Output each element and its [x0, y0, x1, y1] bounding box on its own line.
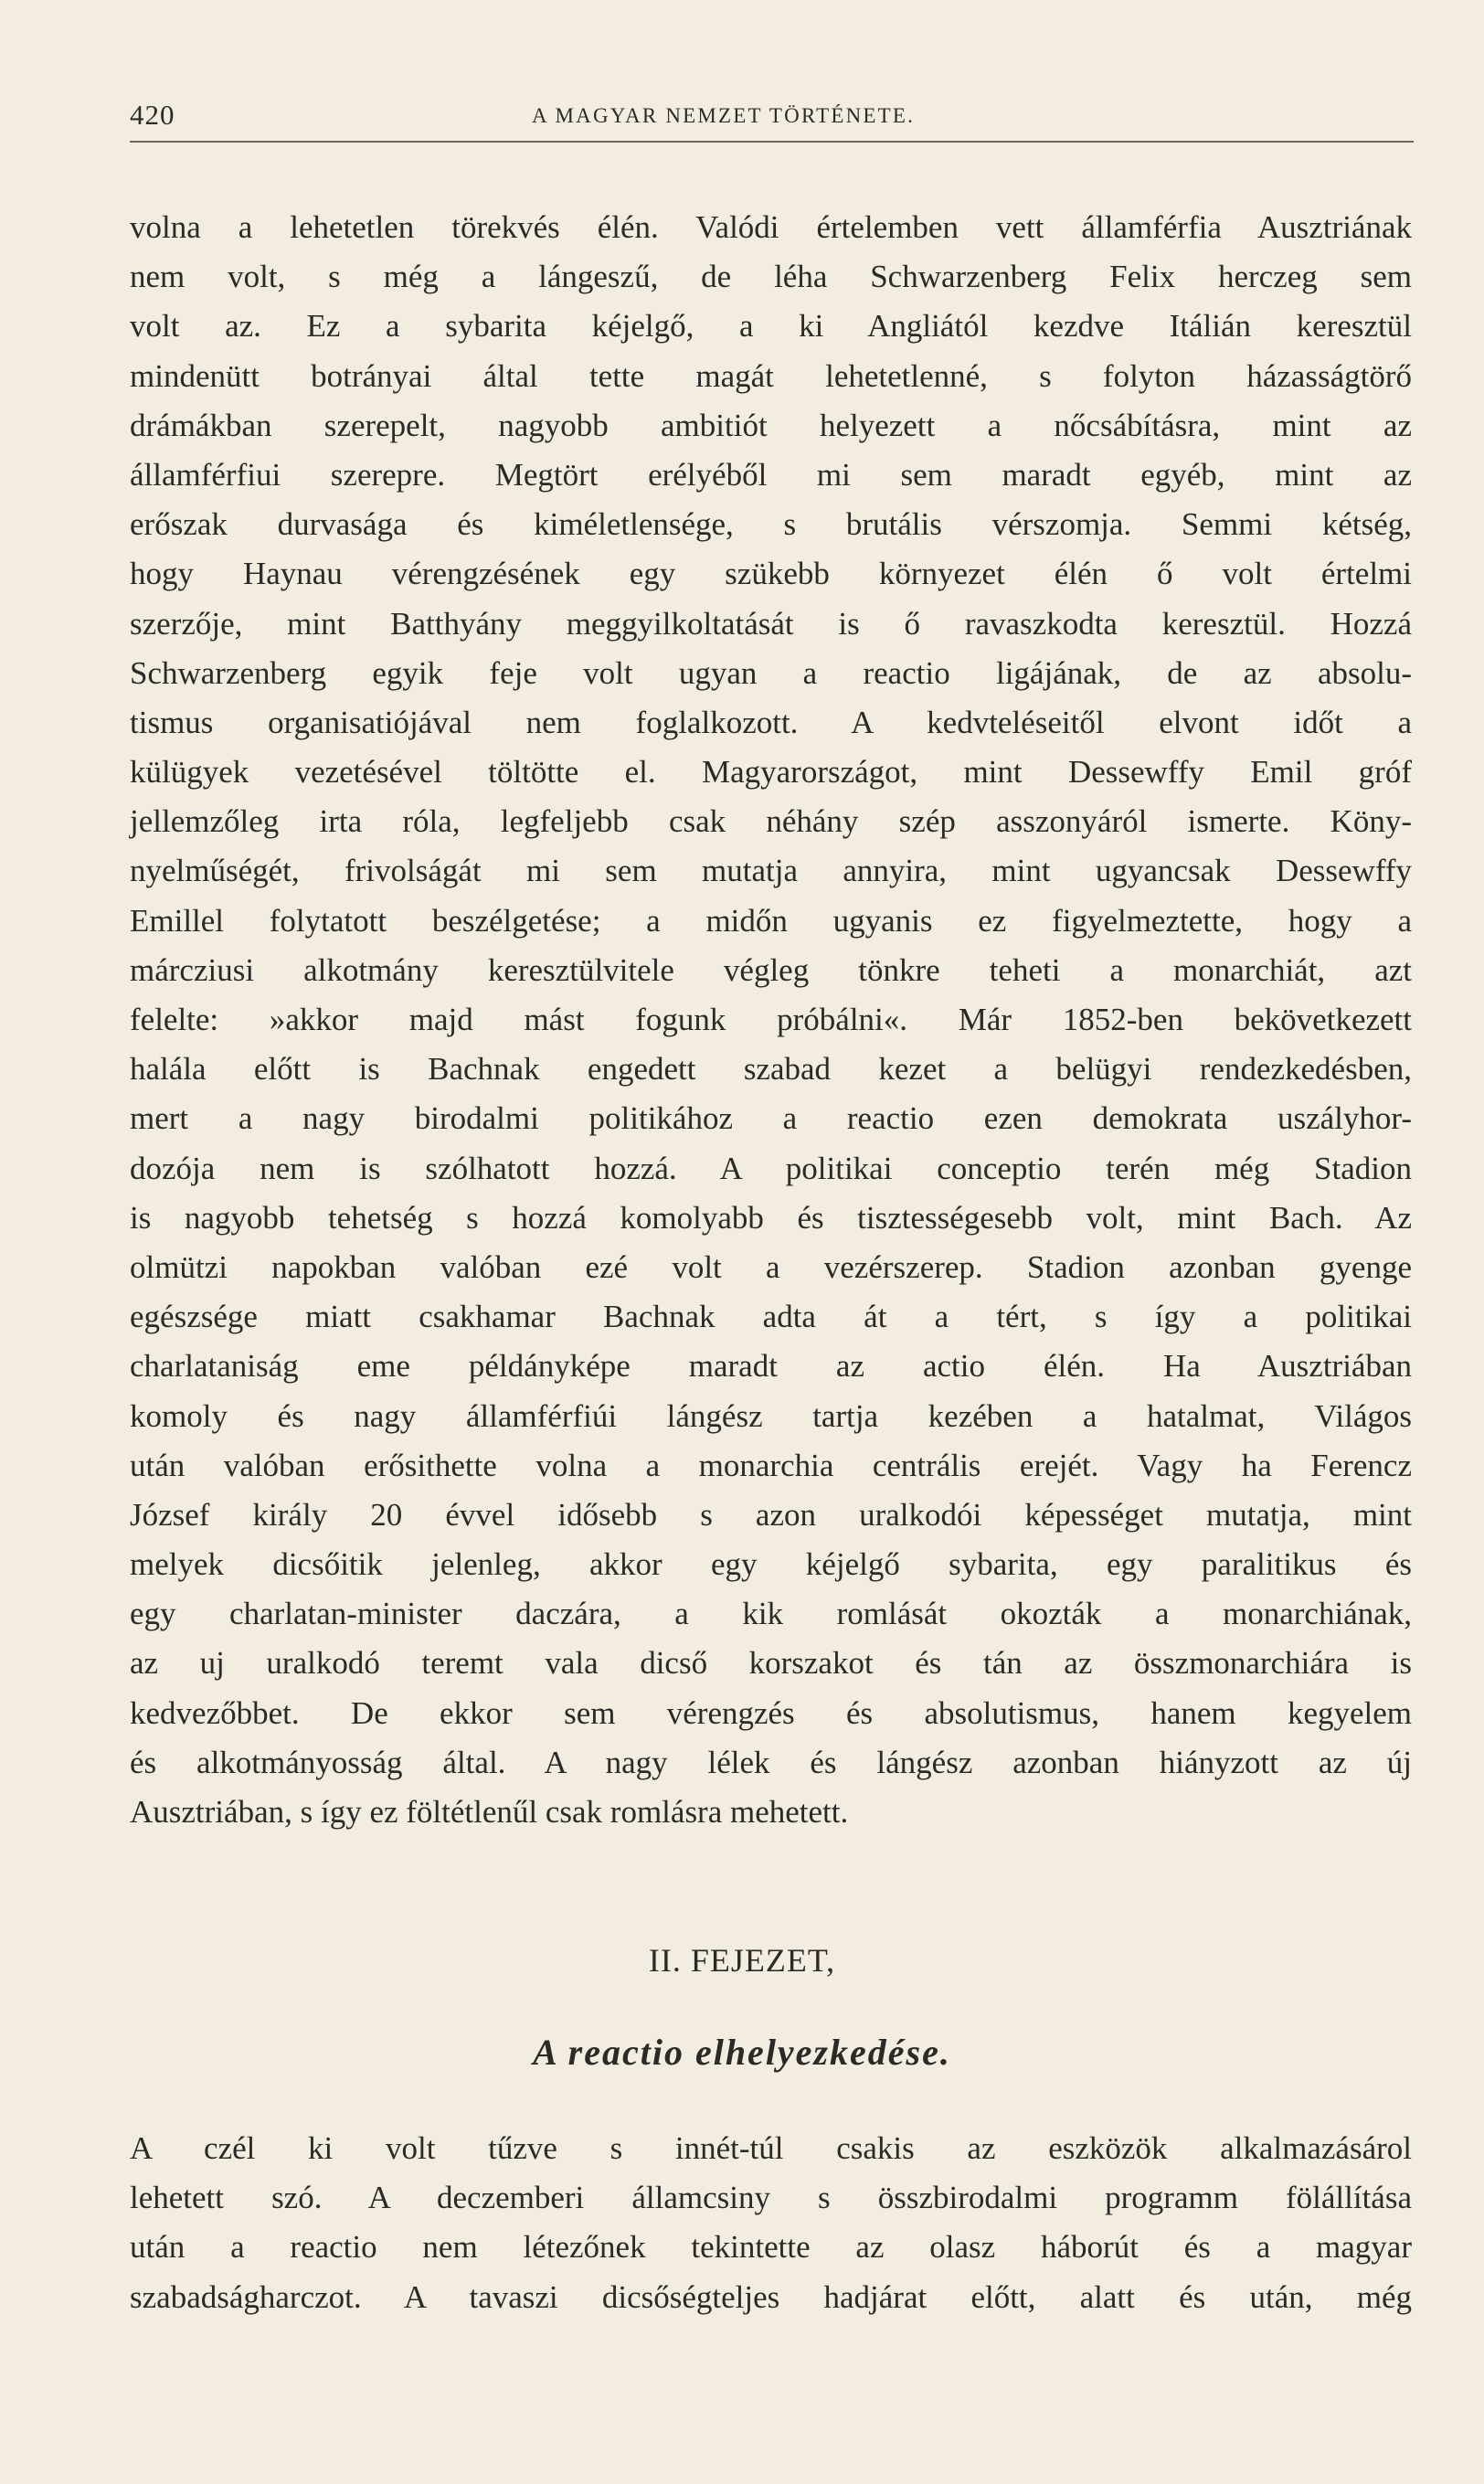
text-line: az uj uralkodó teremt vala dicső korszakot és tán az összmonarchiára is: [130, 1645, 1412, 1682]
text-line: melyek dicsőitik jelenleg, akkor egy kéjelgő sybarita, egy paralitikus és: [130, 1546, 1412, 1583]
text-line: és alkotmányosság által. A nagy lélek és lángész azonban hiányzott az új: [130, 1744, 1412, 1780]
text-line: nyelműségét, frivolságát mi sem mutatja annyira, mint ugyancsak Dessewffy: [130, 853, 1412, 889]
text-line: mindenütt botrányai által tette magát lehetetlenné, s folyton házasságtörő: [130, 357, 1412, 394]
section-paragraph: [130, 2124, 1412, 2322]
text-line: charlataniság eme példányképe maradt az actio élén. Ha Ausztriában: [130, 1348, 1412, 1385]
text-line: drámákban szerepelt, nagyobb ambitiót helyezett a nőcsábításra, mint az: [130, 407, 1412, 443]
text-line: Emillel folytatott beszélgetése; a midőn ugyanis ez figyelmeztette, hogy a: [130, 902, 1412, 939]
text-line: szerzője, mint Batthyány meggyilkoltatását is ő ravaszkodta keresztül. Hozzá: [130, 605, 1412, 642]
text-line: lehetett szó. A deczemberi államcsiny s összbirodalmi programm fölállítása: [130, 2180, 1412, 2216]
text-line: hogy Haynau vérengzésének egy szükebb környezet élén ő volt értelmi: [130, 556, 1412, 592]
text-line: felelte: »akkor majd mást fogunk próbálni«. Már 1852-ben bekövetkezett: [130, 1002, 1412, 1037]
chapter-title: A reactio elhelyezkedése.: [533, 2032, 951, 2073]
text-line: dozója nem is szólhatott hozzá. A politikai conceptio terén még Stadion: [130, 1150, 1412, 1186]
text-line: mert a nagy birodalmi politikához a reactio ezen demokrata uszályhor-: [130, 1100, 1412, 1137]
page-number: 420: [130, 99, 175, 131]
text-line: Schwarzenberg egyik feje volt ugyan a reactio ligájának, de az absolu-: [130, 654, 1412, 691]
text-line: egy charlatan-minister daczára, a kik romlását okozták a monarchiának,: [130, 1596, 1412, 1632]
chapter-number: II. FEJEZET,: [648, 1942, 836, 1979]
body-paragraph: [130, 203, 1412, 1837]
text-line: volna a lehetetlen törekvés élén. Valódi értelemben vett államférfia Ausztriának: [130, 209, 1412, 245]
page-header: [130, 95, 1414, 143]
text-line: után a reactio nem létezőnek tekintette az olasz háborút és a magyar: [130, 2229, 1412, 2266]
text-line: olmützi napokban valóban ezé volt a vezérszerep. Stadion azonban gyenge: [130, 1248, 1412, 1285]
text-line: A czél ki volt tűzve s innét-túl csakis az eszközök alkalmazásárol: [130, 2130, 1412, 2166]
text-line: külügyek vezetésével töltötte el. Magyarországot, mint Dessewffy Emil gróf: [130, 754, 1412, 791]
text-line: is nagyobb tehetség s hozzá komolyabb és tisztességesebb volt, mint Bach. Az: [130, 1199, 1412, 1236]
text-line: tismus organisatiójával nem foglalkozott. A kedvteléseitől elvont időt a: [130, 704, 1412, 740]
text-line: József király 20 évvel idősebb s azon uralkodói képességet mutatja, mint: [130, 1496, 1412, 1533]
text-line: Ausztriában, s így ez föltétlenűl csak romlásra mehetett.: [130, 1794, 849, 1830]
text-line: nem volt, s még a lángeszű, de léha Schwarzenberg Felix herczeg sem: [130, 259, 1412, 295]
text-line: halála előtt is Bachnak engedett szabad kezet a belügyi rendezkedésben,: [130, 1051, 1412, 1088]
text-line: kedvezőbbet. De ekkor sem vérengzés és absolutismus, hanem kegyelem: [130, 1694, 1412, 1731]
text-line: márcziusi alkotmány keresztülvitele végleg tönkre teheti a monarchiát, azt: [130, 951, 1412, 988]
text-line: egészsége miatt csakhamar Bachnak adta át a tért, s így a politikai: [130, 1299, 1412, 1335]
text-line: volt az. Ez a sybarita kéjelgő, a ki Angliától kezdve Itálián keresztül: [130, 308, 1412, 345]
text-line: után valóban erősithette volna a monarchia centrális erejét. Vagy ha Ferencz: [130, 1447, 1412, 1483]
text-line: jellemzőleg irta róla, legfeljebb csak néhány szép asszonyáról ismerte. Köny-: [130, 803, 1412, 840]
text-line: szabadságharczot. A tavaszi dicsőségteljes hadjárat előtt, alatt és után, még: [130, 2278, 1412, 2315]
text-line: erőszak durvasága és kiméletlensége, s brutális vérszomja. Semmi kétség,: [130, 506, 1412, 543]
text-line: államférfiui szerepre. Megtört erélyéből mi sem maradt egyéb, mint az: [130, 456, 1412, 493]
text-line: komoly és nagy államférfiúi lángész tartja kezében a hatalmat, Világos: [130, 1397, 1412, 1434]
running-title: A MAGYAR NEMZET TÖRTÉNETE.: [532, 104, 916, 127]
